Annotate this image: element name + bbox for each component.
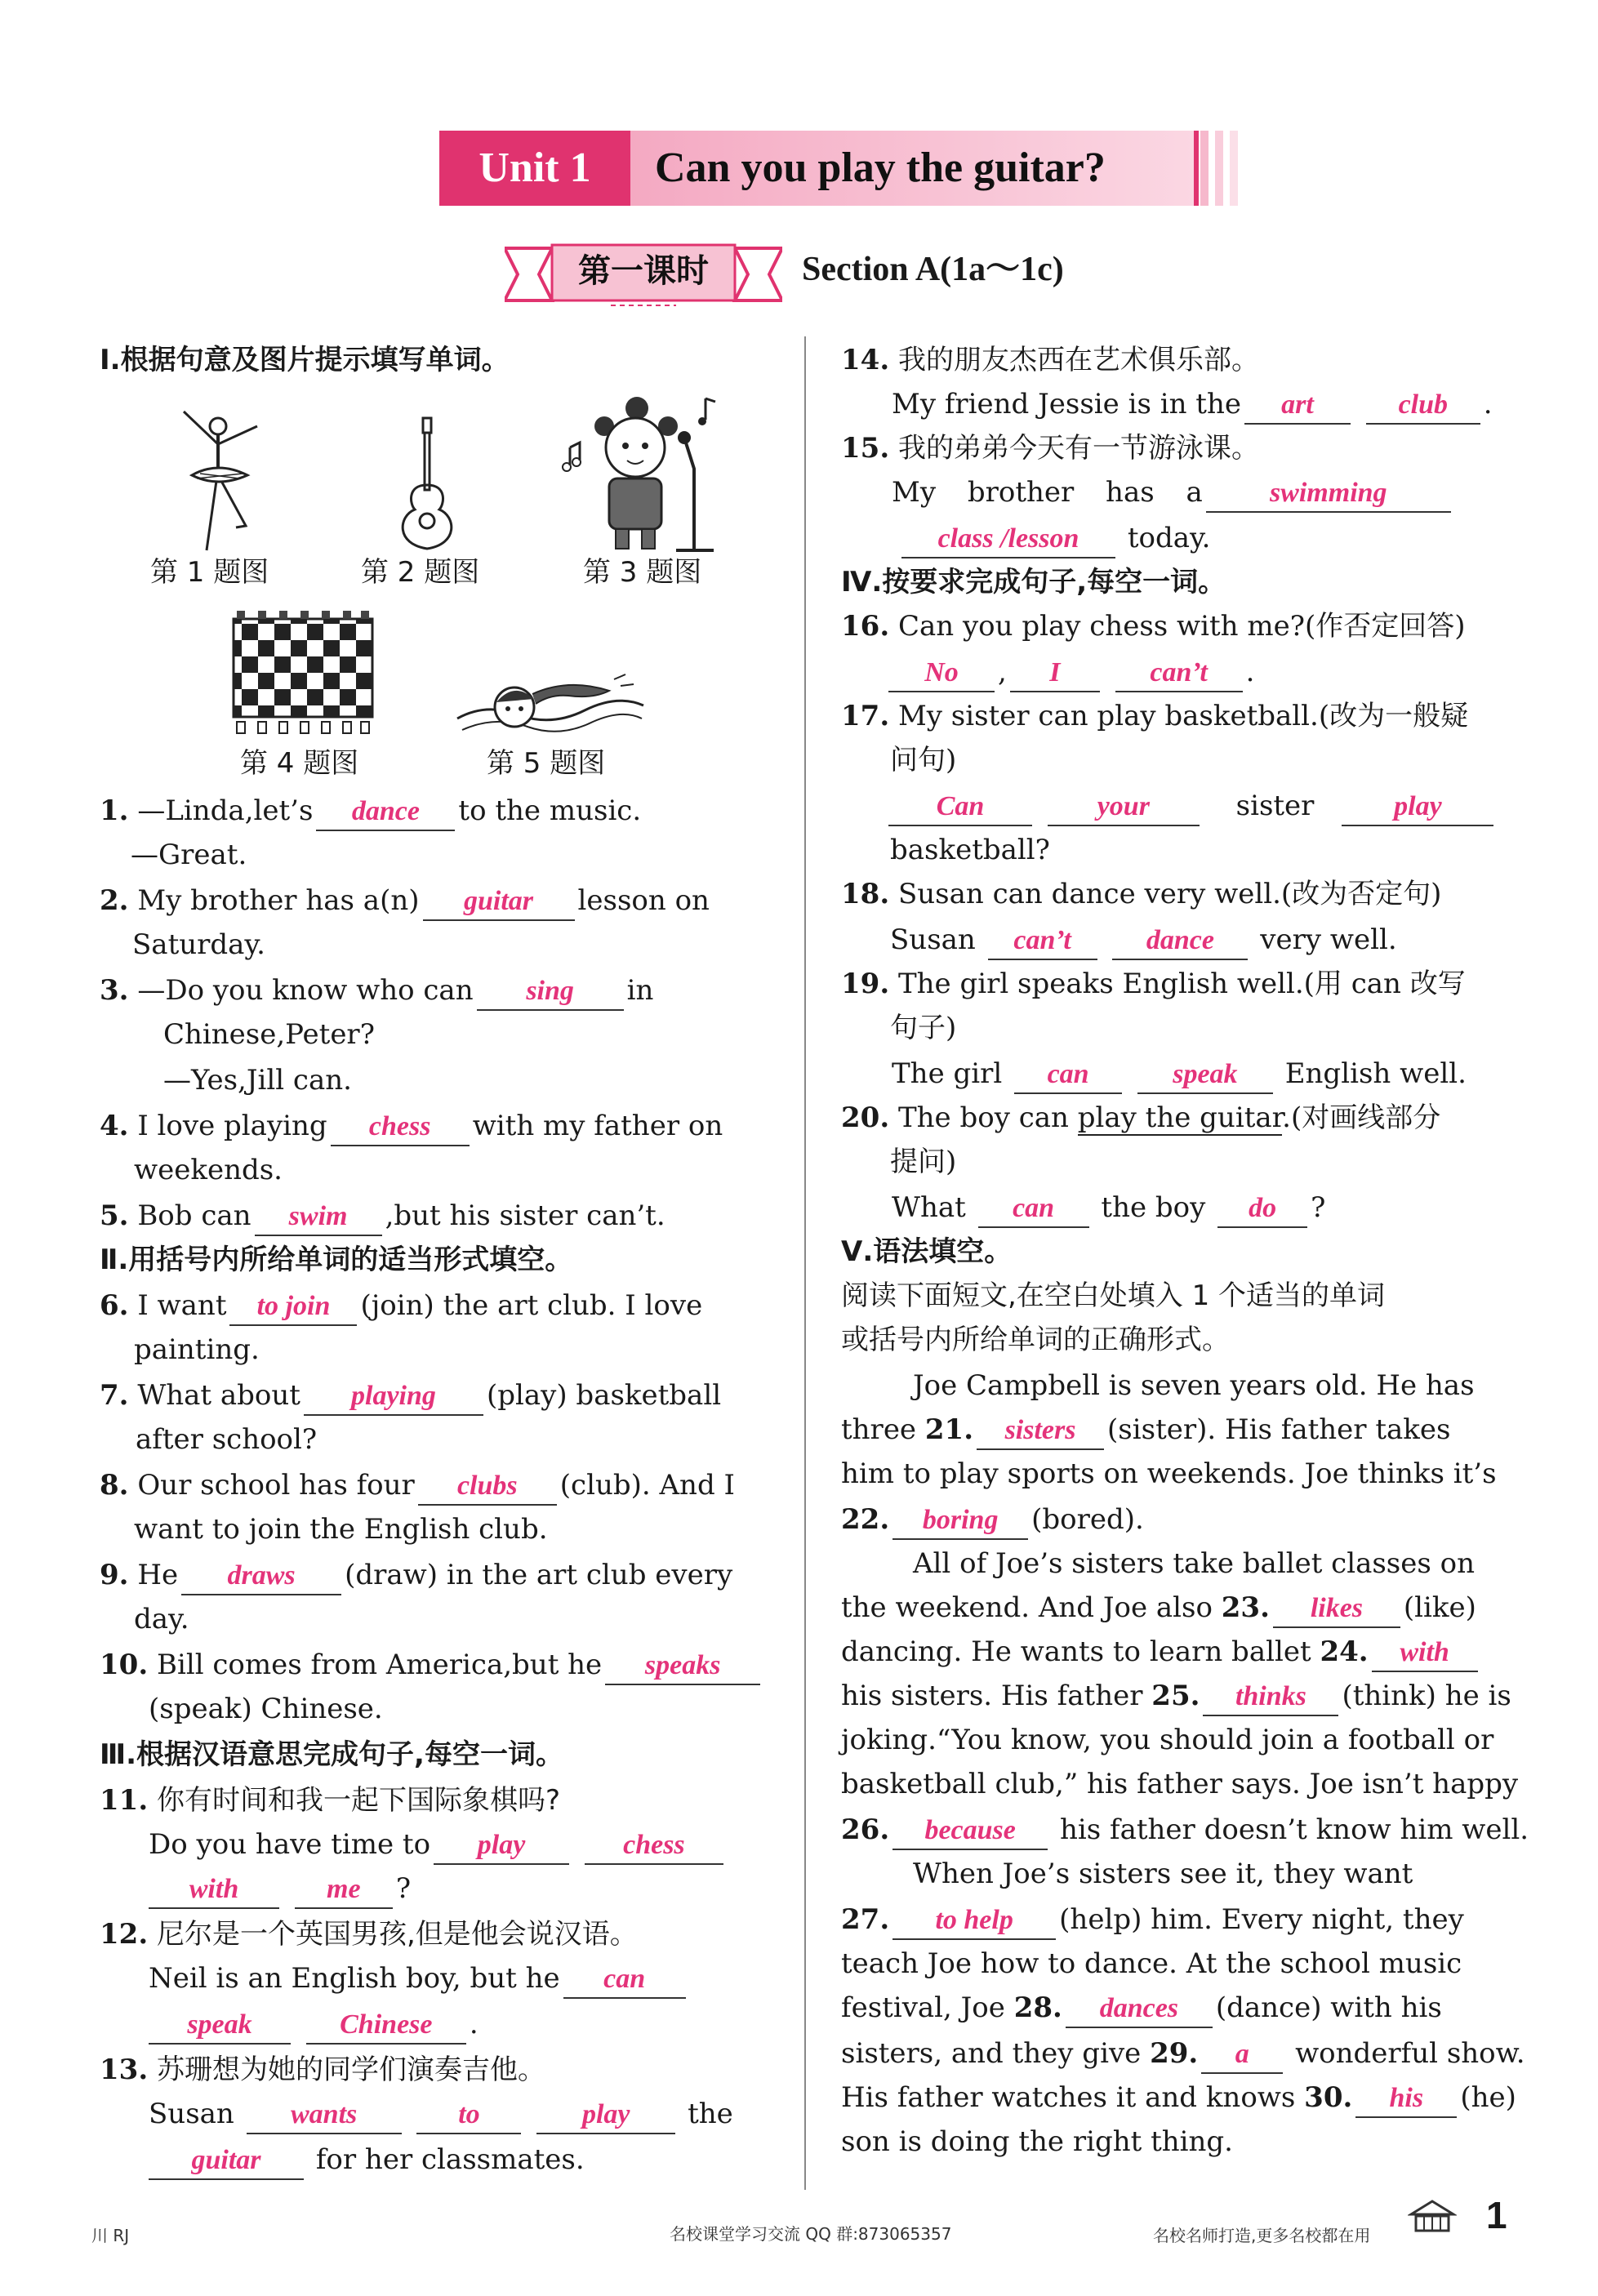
question-11-en-cont: with me ? — [145, 1867, 411, 1911]
question-6: 6. I want to join (join) the art club. I love — [100, 1284, 702, 1328]
question-9: 9. He draws (draw) in the art club every — [100, 1553, 732, 1597]
answer-5: swim — [255, 1199, 382, 1236]
question-17-cont: 问句) — [890, 744, 957, 776]
answer-12-1: can — [563, 1961, 686, 1999]
answer-13-2: to — [416, 2097, 521, 2134]
answer-16-2: I — [1010, 655, 1100, 692]
section-5-instruction-cont: 或括号内所给单词的正确形式。 — [841, 1324, 1230, 1356]
question-20: 20. The boy can play the guitar.(对画线部分 — [841, 1101, 1441, 1134]
question-2: 2. My brother has a(n) guitar lesson on — [100, 879, 710, 923]
answer-6: to join — [229, 1288, 357, 1326]
passage-line-3: him to play sports on weekends. Joe thinks it’s — [841, 1457, 1497, 1490]
answer-20-2: do — [1217, 1190, 1307, 1228]
passage-line-6: the weekend. And Joe also 23. likes (like) — [841, 1586, 1476, 1630]
passage-line-12: When Joe’s sisters see it, they want — [913, 1858, 1413, 1890]
page-number: 1 — [1486, 2194, 1507, 2236]
answer-11-1: play — [434, 1827, 569, 1865]
footer-qq-group: 名校课堂学习交流 QQ 群:873065357 — [670, 2224, 952, 2244]
unit-title-box — [630, 131, 1199, 206]
question-16: 16. Can you play chess with me?(作否定回答) — [841, 610, 1466, 643]
unit-number: Unit 1 — [439, 131, 630, 206]
section-5-title: Ⅴ.语法填空。 — [841, 1235, 1013, 1268]
question-17-end: basketball? — [890, 834, 1050, 866]
question-17-answers: Can your sister play — [885, 784, 1497, 828]
question-5: 5. Bob can swim ,but his sister can’t. — [100, 1194, 665, 1238]
question-15: 15. 我的弟弟今天有一节游泳课。 — [841, 432, 1259, 465]
passage-line-18: son is doing the right thing. — [841, 2125, 1233, 2158]
answer-8: clubs — [418, 1468, 557, 1506]
section-2-title: Ⅱ.用括号内所给单词的适当形式填空。 — [100, 1244, 573, 1276]
answer-16-1: No — [888, 655, 995, 692]
passage-line-14: teach Joe how to dance. At the school music — [841, 1947, 1462, 1980]
answer-21: sisters — [977, 1413, 1104, 1450]
passage-line-8: his sisters. His father 25. thinks (think) he is — [841, 1674, 1511, 1718]
question-17: 17. My sister can play basketball.(改为一般疑 — [841, 700, 1469, 732]
answer-14-2: club — [1366, 387, 1480, 425]
question-3-reply: —Yes,Jill can. — [163, 1064, 352, 1097]
question-1-reply: —Great. — [131, 839, 247, 871]
question-1: 1. —Linda,let’s dance to the music. — [100, 789, 641, 833]
question-18-answers: Susan can’t dance very well. — [890, 918, 1397, 962]
passage-line-17: His father watches it and knows 30. his (he) — [841, 2076, 1516, 2120]
question-16-answers: No , I can’t . — [885, 650, 1254, 694]
passage-line-16: sisters, and they give 29. a wonderful show. — [841, 2031, 1525, 2076]
answer-17-2: your — [1048, 789, 1200, 826]
answer-4: chess — [331, 1109, 470, 1146]
answer-17-3: play — [1342, 789, 1493, 826]
question-14: 14. 我的朋友杰西在艺术俱乐部。 — [841, 344, 1259, 376]
question-13-en-cont: guitar for her classmates. — [145, 2138, 585, 2182]
question-10-cont: (speak) Chinese. — [149, 1693, 383, 1725]
singing-girl-picture — [554, 390, 725, 554]
passage-line-2: three 21. sisters (sister). His father takes — [841, 1408, 1450, 1452]
question-19-cont: 句子) — [890, 1012, 957, 1044]
question-12-en: Neil is an English boy, but he can — [149, 1956, 689, 2000]
caption-4: 第 4 题图 — [240, 747, 359, 780]
question-9-cont: day. — [134, 1603, 189, 1635]
answer-7: playing — [304, 1378, 483, 1416]
question-19: 19. The girl speaks English well.(用 can 改写 — [841, 968, 1466, 1000]
answer-3: sing — [477, 973, 624, 1011]
answer-18-2: dance — [1112, 923, 1248, 960]
section-1-title: Ⅰ.根据句意及图片提示填写单词。 — [100, 344, 510, 376]
column-divider — [804, 336, 806, 2190]
answer-12-3: Chinese — [306, 2007, 466, 2045]
answer-25: thinks — [1203, 1679, 1338, 1716]
caption-2: 第 2 题图 — [361, 556, 480, 589]
footer-edition: 川 RJ — [91, 2226, 130, 2245]
answer-17-1: Can — [888, 789, 1032, 826]
answer-26: because — [892, 1813, 1048, 1850]
question-3: 3. —Do you know who can sing in — [100, 968, 653, 1012]
unit-banner — [439, 131, 1248, 206]
answer-27: to help — [892, 1902, 1056, 1940]
passage-line-13: 27. to help (help) him. Every night, they — [841, 1898, 1464, 1942]
answer-9: draws — [181, 1558, 341, 1595]
question-3-cont: Chinese,Peter? — [163, 1018, 375, 1051]
answer-19-2: speak — [1137, 1057, 1273, 1094]
chess-board-picture — [225, 607, 381, 738]
answer-13-3: play — [536, 2097, 675, 2134]
answer-13-4: guitar — [149, 2142, 304, 2180]
guitar-picture — [390, 415, 465, 554]
underlined-phrase: play the guitar — [1077, 1101, 1283, 1134]
answer-22: boring — [892, 1502, 1028, 1540]
answer-1: dance — [316, 794, 455, 831]
footer-slogan: 名校名师打造,更多名校都在用 — [1153, 2226, 1371, 2245]
section-5-instruction: 阅读下面短文,在空白处填入 1 个适当的单词 — [841, 1279, 1386, 1312]
answer-28: dances — [1066, 1991, 1213, 2028]
answer-24: with — [1372, 1635, 1478, 1672]
answer-14-1: art — [1244, 387, 1351, 425]
answer-11-3: with — [149, 1871, 279, 1909]
lesson-label — [505, 242, 782, 309]
question-18: 18. Susan can dance very well.(改为否定句) — [841, 878, 1442, 910]
question-12: 12. 尼尔是一个英国男孩,但是他会说汉语。 — [100, 1918, 638, 1951]
question-15-en: My brother has a swimming — [892, 470, 1454, 514]
answer-11-2: chess — [585, 1827, 723, 1865]
question-7-cont: after school? — [136, 1423, 318, 1456]
answer-23: likes — [1273, 1591, 1400, 1628]
passage-line-4: 22. boring (bored). — [841, 1497, 1144, 1542]
caption-5: 第 5 题图 — [487, 747, 606, 780]
caption-3: 第 3 题图 — [583, 556, 702, 589]
question-20-cont: 提问) — [890, 1146, 957, 1178]
section-3-title: Ⅲ.根据汉语意思完成句子,每空一词。 — [100, 1738, 563, 1771]
answer-15-2: class /lesson — [901, 521, 1115, 558]
question-13-en: Susan wants to play the — [149, 2092, 733, 2136]
answer-10: speaks — [605, 1648, 760, 1685]
answer-18-1: can’t — [988, 923, 1097, 960]
question-8-cont: want to join the English club. — [134, 1513, 548, 1546]
answer-30: his — [1355, 2080, 1457, 2118]
answer-12-2: speak — [149, 2007, 291, 2045]
passage-line-1: Joe Campbell is seven years old. He has — [913, 1369, 1475, 1402]
section-4-title: Ⅳ.按要求完成句子,每空一词。 — [841, 566, 1226, 598]
question-12-en-cont: speak Chinese . — [145, 2002, 479, 2046]
answer-15-1: swimming — [1206, 475, 1451, 513]
section-title: Section A(1a～1c) — [802, 251, 1064, 288]
question-8: 8. Our school has four clubs (club). And I — [100, 1463, 735, 1507]
answer-11-4: me — [295, 1871, 393, 1909]
unit-title: Can you play the guitar? — [655, 145, 1106, 191]
question-15-en-cont: class /lesson today. — [898, 516, 1210, 560]
answer-13-1: wants — [247, 2097, 402, 2134]
passage-line-7: dancing. He wants to learn ballet 24. with — [841, 1630, 1481, 1674]
question-2-cont: Saturday. — [132, 928, 265, 961]
question-11-en: Do you have time to play chess — [149, 1822, 727, 1867]
publisher-logo-icon — [1408, 2196, 1457, 2237]
question-4: 4. I love playing chess with my father on — [100, 1104, 723, 1148]
answer-19-1: can — [1014, 1057, 1122, 1094]
passage-line-10: basketball club,” his father says. Joe isn’t happy — [841, 1768, 1519, 1800]
question-11: 11. 你有时间和我一起下国际象棋吗? — [100, 1784, 561, 1817]
passage-line-9: joking.“You know, you should join a football or — [841, 1724, 1494, 1756]
lesson-text: 第一课时 — [578, 252, 709, 290]
answer-2: guitar — [423, 883, 575, 921]
caption-1: 第 1 题图 — [150, 556, 269, 589]
swimming-child-picture — [454, 670, 647, 743]
passage-line-11: 26. because his father doesn’t know him well. — [841, 1808, 1529, 1852]
question-19-answers: The girl can speak English well. — [892, 1052, 1467, 1096]
question-4-cont: weekends. — [134, 1154, 283, 1186]
passage-line-5: All of Joe’s sisters take ballet classes on — [913, 1547, 1475, 1580]
passage-line-15: festival, Joe 28. dances (dance) with his — [841, 1986, 1442, 2030]
question-10: 10. Bill comes from America,but he speaks — [100, 1643, 763, 1687]
question-13: 13. 苏珊想为她的同学们演奏吉他。 — [100, 2053, 545, 2086]
answer-20-1: can — [978, 1190, 1089, 1228]
question-14-en: My friend Jessie is in the art club . — [892, 382, 1493, 426]
ballet-dancer-picture — [167, 403, 274, 554]
question-7: 7. What about playing (play) basketball — [100, 1373, 721, 1417]
question-6-cont: painting. — [134, 1333, 260, 1366]
answer-29: a — [1201, 2036, 1283, 2074]
question-20-answers: What can the boy do ? — [892, 1186, 1325, 1230]
answer-16-3: can’t — [1115, 655, 1243, 692]
